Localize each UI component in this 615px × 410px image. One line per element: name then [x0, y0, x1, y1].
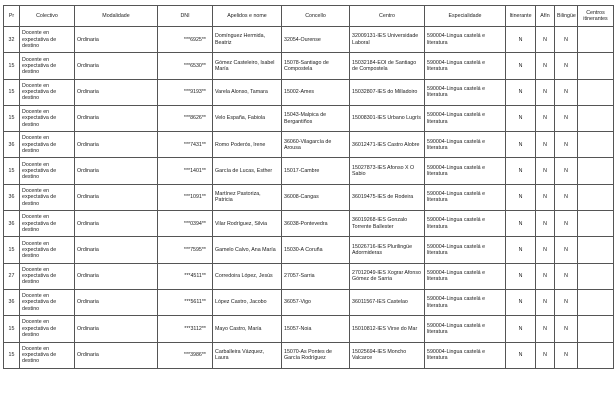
cell-bilingue: N — [555, 53, 578, 79]
cell-pr: 27 — [4, 263, 20, 289]
cell-modalidade: Ordinaria — [75, 316, 158, 342]
table-body — [4, 27, 614, 369]
cell-bilingue: N — [555, 263, 578, 289]
table-row — [4, 237, 614, 263]
cell-modalidade: Ordinaria — [75, 27, 158, 53]
header-concello: Concello — [282, 6, 350, 27]
cell-nome: Gamelo Calvo, Ana María — [213, 237, 282, 263]
cell-afin: N — [536, 211, 555, 237]
cell-itinerante: N — [506, 158, 536, 184]
cell-modalidade: Ordinaria — [75, 53, 158, 79]
cell-afin: N — [536, 105, 555, 131]
cell-bilingue: N — [555, 289, 578, 315]
cell-modalidade: Ordinaria — [75, 184, 158, 210]
cell-pr: 15 — [4, 79, 20, 105]
cell-nome: Mayo Castro, María — [213, 316, 282, 342]
header-itinerante: Itinerante — [506, 6, 536, 27]
cell-especialidade: 590004-Lingua castelá e literatura — [425, 342, 506, 368]
cell-afin: N — [536, 289, 555, 315]
cell-concello: 15043-Malpica de Bergantiños — [282, 105, 350, 131]
cell-itinerante: N — [506, 342, 536, 368]
header-centros-itinerantes: Centros itinerantes — [578, 6, 614, 27]
cell-centro: 27012049-IES Xograr Afonso Gómez de Sarria — [350, 263, 425, 289]
cell-itinerante: N — [506, 316, 536, 342]
cell-bilingue: N — [555, 79, 578, 105]
cell-dni: ***8626** — [158, 105, 213, 131]
cell-modalidade: Ordinaria — [75, 132, 158, 158]
cell-especialidade: 590004-Lingua castelá e literatura — [425, 53, 506, 79]
cell-afin: N — [536, 263, 555, 289]
cell-colectivo: Docente en expectativa de destino — [20, 237, 75, 263]
header-apelidos-nome: Apelidos e nome — [213, 6, 282, 27]
cell-dni: ***3986** — [158, 342, 213, 368]
cell-concello: 15057-Noia — [282, 316, 350, 342]
cell-especialidade: 590004-Lingua castelá e literatura — [425, 158, 506, 184]
cell-modalidade: Ordinaria — [75, 263, 158, 289]
cell-itinerante: N — [506, 184, 536, 210]
cell-pr: 36 — [4, 132, 20, 158]
cell-centro: 15010812-IES Virxe do Mar — [350, 316, 425, 342]
table-row — [4, 184, 614, 210]
cell-nome: Domínguez Hermida, Beatriz — [213, 27, 282, 53]
assignments-table — [3, 5, 614, 369]
cell-especialidade: 590004-Lingua castelá e literatura — [425, 211, 506, 237]
cell-colectivo: Docente en expectativa de destino — [20, 27, 75, 53]
cell-colectivo: Docente en expectativa de destino — [20, 158, 75, 184]
cell-concello: 15017-Cambre — [282, 158, 350, 184]
table-row — [4, 53, 614, 79]
cell-nome: Romo Poderós, Irene — [213, 132, 282, 158]
cell-bilingue: N — [555, 27, 578, 53]
cell-dni: ***7595** — [158, 237, 213, 263]
cell-afin: N — [536, 27, 555, 53]
cell-nome: Velo España, Fabiola — [213, 105, 282, 131]
cell-nome: Carballeira Vázquez, Laura — [213, 342, 282, 368]
header-colectivo: Colectivo — [20, 6, 75, 27]
cell-colectivo: Docente en expectativa de destino — [20, 53, 75, 79]
cell-centros-itinerantes — [578, 316, 614, 342]
cell-colectivo: Docente en expectativa de destino — [20, 211, 75, 237]
cell-centros-itinerantes — [578, 211, 614, 237]
cell-bilingue: N — [555, 184, 578, 210]
cell-centros-itinerantes — [578, 289, 614, 315]
cell-modalidade: Ordinaria — [75, 211, 158, 237]
cell-dni: ***4511** — [158, 263, 213, 289]
cell-especialidade: 590004-Lingua castelá e literatura — [425, 132, 506, 158]
cell-especialidade: 590004-Lingua castelá e literatura — [425, 263, 506, 289]
cell-dni: ***1401** — [158, 158, 213, 184]
cell-itinerante: N — [506, 132, 536, 158]
cell-bilingue: N — [555, 342, 578, 368]
header-modalidade: Modalidade — [75, 6, 158, 27]
cell-concello: 15002-Ames — [282, 79, 350, 105]
cell-pr: 15 — [4, 158, 20, 184]
cell-centro: 15032184-EOI de Santiago de Compostela — [350, 53, 425, 79]
cell-nome: García de Lucas, Esther — [213, 158, 282, 184]
cell-colectivo: Docente en expectativa de destino — [20, 289, 75, 315]
cell-bilingue: N — [555, 316, 578, 342]
header-afin: Afín — [536, 6, 555, 27]
table-row — [4, 211, 614, 237]
cell-concello: 15078-Santiago de Compostela — [282, 53, 350, 79]
cell-concello: 36060-Vilagarcía de Arousa — [282, 132, 350, 158]
header-centro: Centro — [350, 6, 425, 27]
table-row — [4, 158, 614, 184]
table-row — [4, 105, 614, 131]
cell-centros-itinerantes — [578, 105, 614, 131]
table-row — [4, 316, 614, 342]
cell-centros-itinerantes — [578, 79, 614, 105]
cell-pr: 32 — [4, 27, 20, 53]
cell-pr: 15 — [4, 237, 20, 263]
cell-nome: Martínez Pastoriza, Patricia — [213, 184, 282, 210]
table-row — [4, 342, 614, 368]
cell-especialidade: 590004-Lingua castelá e literatura — [425, 289, 506, 315]
cell-afin: N — [536, 79, 555, 105]
cell-centros-itinerantes — [578, 263, 614, 289]
cell-centro: 15027873-IES Afonso X O Sabio — [350, 158, 425, 184]
cell-dni: ***0394** — [158, 211, 213, 237]
cell-itinerante: N — [506, 79, 536, 105]
cell-especialidade: 590004-Lingua castelá e literatura — [425, 27, 506, 53]
cell-pr: 15 — [4, 105, 20, 131]
cell-itinerante: N — [506, 53, 536, 79]
cell-dni: ***1091** — [158, 184, 213, 210]
cell-centro: 15026716-IES Plurilingüe Adormideras — [350, 237, 425, 263]
cell-concello: 36008-Cangas — [282, 184, 350, 210]
cell-pr: 15 — [4, 53, 20, 79]
cell-bilingue: N — [555, 211, 578, 237]
cell-centros-itinerantes — [578, 132, 614, 158]
cell-afin: N — [536, 158, 555, 184]
cell-dni: ***3112** — [158, 316, 213, 342]
cell-itinerante: N — [506, 211, 536, 237]
cell-dni: ***5611** — [158, 289, 213, 315]
cell-dni: ***9193** — [158, 79, 213, 105]
cell-centro: 36019475-IES de Rodeira — [350, 184, 425, 210]
cell-itinerante: N — [506, 289, 536, 315]
cell-afin: N — [536, 237, 555, 263]
cell-modalidade: Ordinaria — [75, 289, 158, 315]
cell-especialidade: 590004-Lingua castelá e literatura — [425, 79, 506, 105]
cell-itinerante: N — [506, 27, 536, 53]
cell-concello: 36038-Pontevedra — [282, 211, 350, 237]
cell-pr: 36 — [4, 211, 20, 237]
cell-afin: N — [536, 316, 555, 342]
cell-nome: Vilar Rodríguez, Silvia — [213, 211, 282, 237]
cell-modalidade: Ordinaria — [75, 237, 158, 263]
cell-afin: N — [536, 132, 555, 158]
cell-concello: 36057-Vigo — [282, 289, 350, 315]
cell-dni: ***6925** — [158, 27, 213, 53]
cell-bilingue: N — [555, 132, 578, 158]
cell-colectivo: Docente en expectativa de destino — [20, 342, 75, 368]
cell-concello: 27057-Sarria — [282, 263, 350, 289]
table-row — [4, 263, 614, 289]
table-row — [4, 132, 614, 158]
header-dni: DNI — [158, 6, 213, 27]
cell-centro: 36019268-IES Gonzalo Torrente Ballester — [350, 211, 425, 237]
cell-bilingue: N — [555, 237, 578, 263]
cell-dni: ***6530** — [158, 53, 213, 79]
cell-centro: 32009131-IES Universidade Laboral — [350, 27, 425, 53]
cell-colectivo: Docente en expectativa de destino — [20, 263, 75, 289]
cell-centro: 36011567-IES Castelao — [350, 289, 425, 315]
cell-nome: Corredoira López, Jesús — [213, 263, 282, 289]
table-row — [4, 289, 614, 315]
cell-afin: N — [536, 53, 555, 79]
cell-modalidade: Ordinaria — [75, 105, 158, 131]
cell-colectivo: Docente en expectativa de destino — [20, 316, 75, 342]
cell-nome: López Castro, Jacobo — [213, 289, 282, 315]
table-header-row — [4, 6, 614, 27]
cell-colectivo: Docente en expectativa de destino — [20, 132, 75, 158]
cell-especialidade: 590004-Lingua castelá e literatura — [425, 316, 506, 342]
cell-pr: 36 — [4, 184, 20, 210]
header-especialidade: Especialidade — [425, 6, 506, 27]
cell-nome: Varela Alonso, Tamara — [213, 79, 282, 105]
cell-especialidade: 590004-Lingua castelá e literatura — [425, 105, 506, 131]
cell-colectivo: Docente en expectativa de destino — [20, 79, 75, 105]
cell-dni: ***7431** — [158, 132, 213, 158]
cell-centros-itinerantes — [578, 158, 614, 184]
cell-pr: 36 — [4, 289, 20, 315]
cell-itinerante: N — [506, 237, 536, 263]
cell-especialidade: 590004-Lingua castelá e literatura — [425, 237, 506, 263]
cell-itinerante: N — [506, 105, 536, 131]
cell-bilingue: N — [555, 158, 578, 184]
cell-centro: 15032807-IES do Milladoiro — [350, 79, 425, 105]
cell-centros-itinerantes — [578, 53, 614, 79]
cell-centro: 36012471-IES Castro Alobre — [350, 132, 425, 158]
cell-colectivo: Docente en expectativa de destino — [20, 184, 75, 210]
document-page — [3, 5, 613, 369]
cell-concello: 15030-A Coruña — [282, 237, 350, 263]
cell-centros-itinerantes — [578, 342, 614, 368]
cell-modalidade: Ordinaria — [75, 79, 158, 105]
cell-pr: 15 — [4, 316, 20, 342]
header-bilingue: Bilingüe — [555, 6, 578, 27]
cell-afin: N — [536, 184, 555, 210]
cell-concello: 15070-As Pontes de García Rodríguez — [282, 342, 350, 368]
cell-centro: 15025694-IES Moncho Valcarce — [350, 342, 425, 368]
cell-bilingue: N — [555, 105, 578, 131]
cell-modalidade: Ordinaria — [75, 342, 158, 368]
table-row — [4, 79, 614, 105]
cell-nome: Gómez Casteleiro, Isabel María — [213, 53, 282, 79]
cell-centros-itinerantes — [578, 184, 614, 210]
cell-modalidade: Ordinaria — [75, 158, 158, 184]
cell-especialidade: 590004-Lingua castelá e literatura — [425, 184, 506, 210]
table-row — [4, 27, 614, 53]
cell-itinerante: N — [506, 263, 536, 289]
header-pr: Pr — [4, 6, 20, 27]
cell-centro: 15008301-IES Urbano Lugrís — [350, 105, 425, 131]
cell-pr: 15 — [4, 342, 20, 368]
cell-colectivo: Docente en expectativa de destino — [20, 105, 75, 131]
cell-afin: N — [536, 342, 555, 368]
cell-centros-itinerantes — [578, 27, 614, 53]
cell-concello: 32054-Ourense — [282, 27, 350, 53]
cell-centros-itinerantes — [578, 237, 614, 263]
